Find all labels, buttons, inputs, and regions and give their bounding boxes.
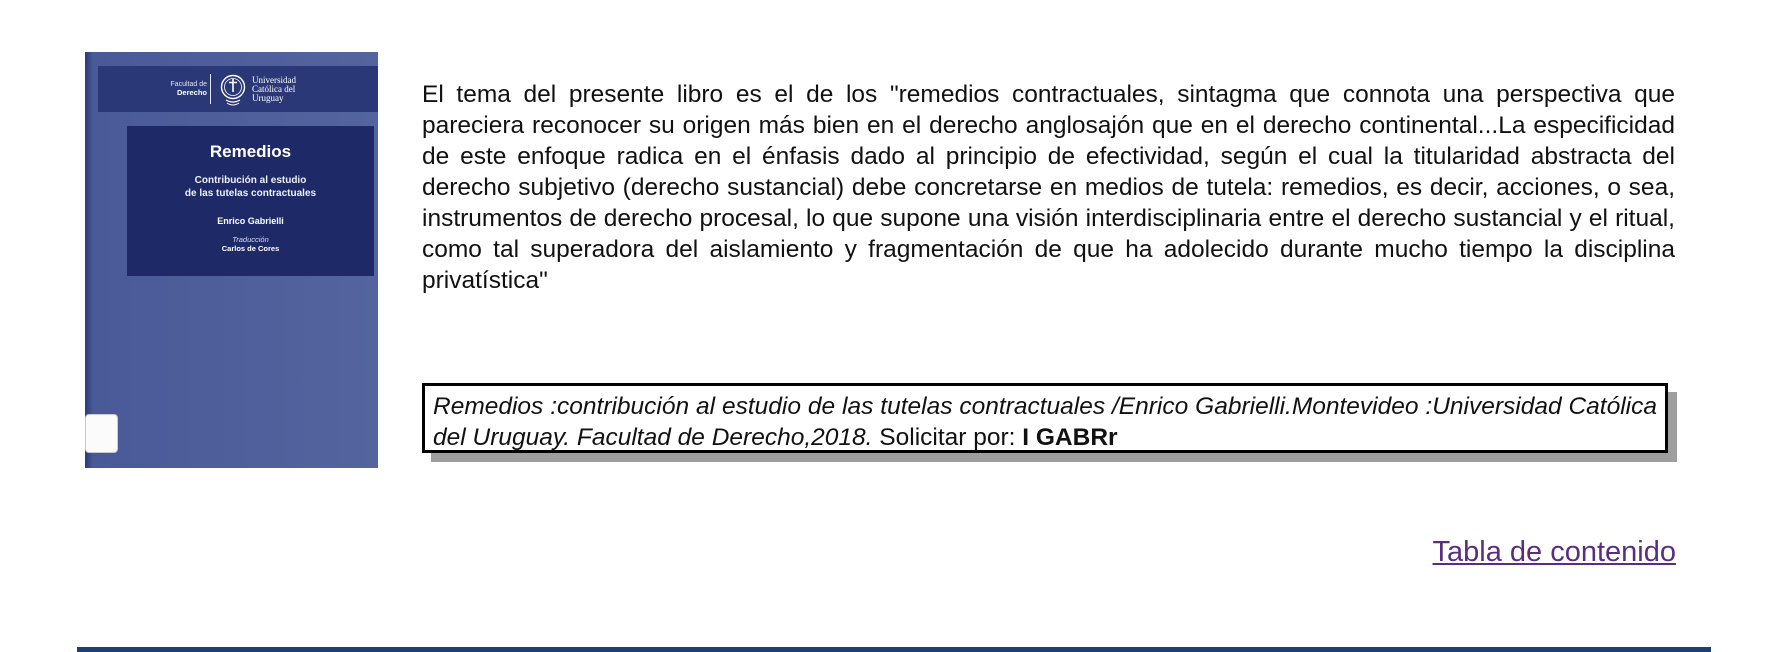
cover-subtitle-line2: de las tutelas contractuales — [184, 188, 317, 199]
cover-subtitle — [127, 174, 374, 200]
book-cover-image — [85, 52, 378, 468]
cover-university-line2: Católica del — [252, 84, 296, 94]
cover-university-line3: Uruguay — [252, 93, 284, 103]
cover-translation-label: Traducción — [232, 235, 269, 244]
cover-logo-divider — [210, 74, 211, 104]
footer-divider — [77, 647, 1711, 652]
table-of-contents-link[interactable]: Tabla de contenido — [1432, 536, 1676, 568]
university-seal-icon — [220, 73, 246, 107]
cover-title: Remedios — [209, 142, 292, 161]
cover-university-name — [252, 76, 362, 103]
citation-reference: Remedios :contribución al estudio de las tutelas contractuales /Enrico Gabrielli.Montevideo :Universidad Católica del Uruguay. Facultad de Derecho,2018. — [433, 393, 1657, 451]
cover-title-panel — [127, 126, 374, 276]
cover-university-line1: Universidad — [252, 75, 296, 85]
request-label: Solicitar por: — [879, 424, 1016, 451]
cover-translator-name: Carlos de Cores — [221, 244, 280, 253]
library-label-sticker — [85, 414, 118, 453]
book-abstract: El tema del presente libro es el de los "remedios contractuales, sintagma que connota una perspectiva que pareciera reconocer su origen más bien en el derecho anglosajón que en el derecho continental...La especificidad de este enfoque radica en el énfasis dado al principio de efectividad, según el cual la titularidad abstracta del derecho subjetivo (derecho sustancial) debe concretarse en medios de tutela: remedios, es decir, acciones, o sea, instrumentos de derecho procesal, lo que supone una visión interdisciplinaria entre el derecho sustancial y el ritual, como tal superadora del aislamiento y fragmentación de que ha adolecido durante mucho tiempo la disciplina privatística" — [422, 81, 1675, 294]
cover-author: Enrico Gabrielli — [217, 216, 284, 226]
cover-subtitle-line1: Contribución al estudio — [194, 175, 307, 186]
cover-faculty-line2: Derecho — [176, 88, 207, 97]
cover-faculty-line1: Facultad de — [170, 81, 207, 88]
call-number: I GABRr — [1022, 424, 1118, 451]
cover-faculty-label — [155, 81, 207, 98]
citation-box — [422, 383, 1668, 453]
